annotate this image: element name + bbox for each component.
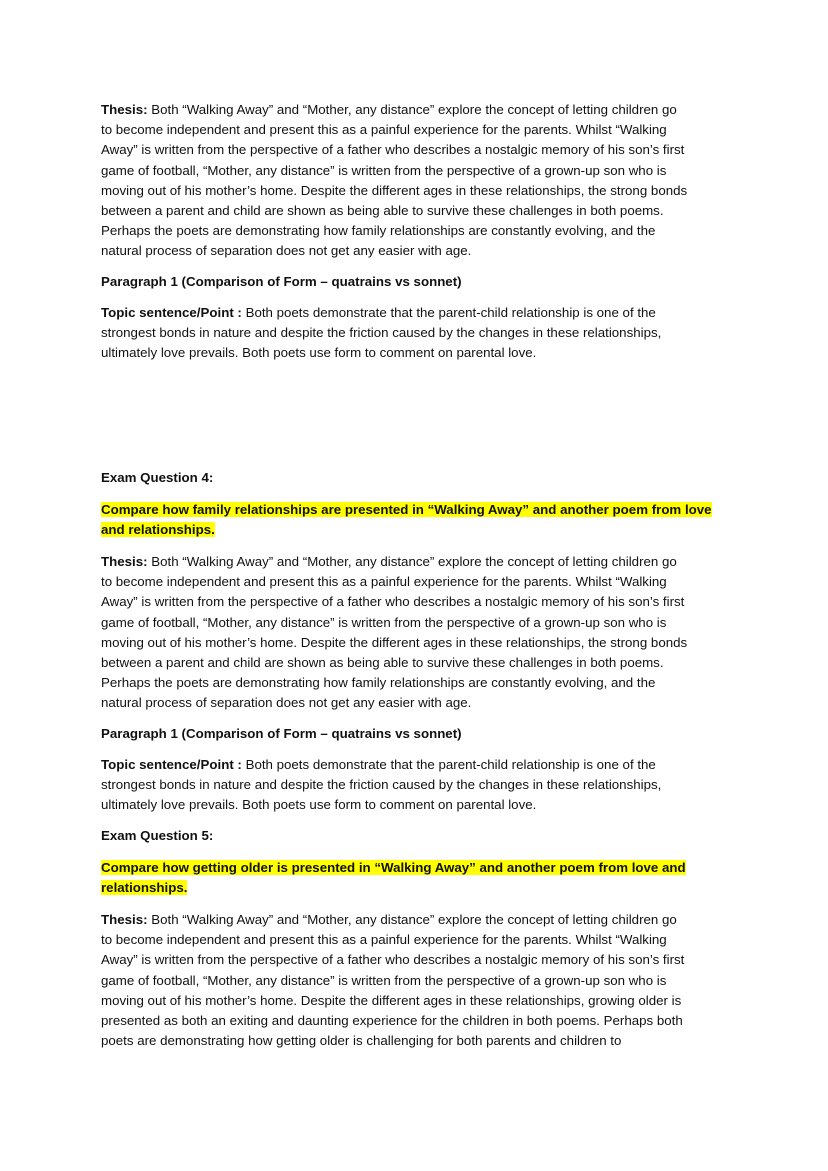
topic-sentence-text: Both poets demonstrate that the parent-child relationship is one of the [241,305,656,320]
thesis-paragraph [101,100,687,262]
thesis-line: presented as both an exiting and daunting experience for the children in both poems. Perhaps both [101,1013,683,1029]
thesis-line: between a parent and child are shown as being able to survive these challenges in both poems. [101,203,664,219]
topic-sentence-line [101,303,661,323]
topic-sentence-label: Topic sentence/Point : [101,305,242,320]
exam-question-heading [101,826,213,846]
highlighted-question-line: relationships. [101,880,188,896]
thesis-line: Away” is written from the perspective of a father who describes a nostalgic memory of his son’s first [101,594,685,610]
topic-sentence-paragraph [101,755,661,816]
thesis-label: Thesis: [101,912,148,927]
paragraph-heading [101,724,462,744]
thesis-text: Both “Walking Away” and “Mother, any distance” explore the concept of letting children go [147,912,677,927]
exam-question-heading-text: Exam Question 4: [101,470,214,485]
thesis-line: Away” is written from the perspective of a father who describes a nostalgic memory of his son’s first [101,952,685,968]
thesis-line: to become independent and present this as a painful experience for the parents. Whilst “Walking [101,932,667,948]
thesis-line: to become independent and present this as a painful experience for the parents. Whilst “Walking [101,574,667,590]
thesis-paragraph [101,910,684,1051]
topic-sentence-line [101,755,661,775]
thesis-line: game of football, “Mother, any distance” is written from the perspective of a grown-up son who is [101,614,667,630]
thesis-line: poets are demonstrating how getting older is challenging for both parents and children to [101,1033,622,1049]
thesis-text: Both “Walking Away” and “Mother, any distance” explore the concept of letting children go [147,554,677,569]
topic-sentence-line: ultimately love prevails. Both poets use form to comment on parental love. [101,797,537,813]
topic-sentence-line: ultimately love prevails. Both poets use form to comment on parental love. [101,345,537,361]
exam-question-prompt [101,500,712,540]
topic-sentence-text: Both poets demonstrate that the parent-child relationship is one of the [241,757,656,772]
thesis-label: Thesis: [101,554,148,569]
thesis-line: natural process of separation does not get any easier with age. [101,695,472,711]
thesis-line: game of football, “Mother, any distance” is written from the perspective of a grown-up son who is [101,972,667,988]
thesis-line: natural process of separation does not get any easier with age. [101,243,472,259]
thesis-line: game of football, “Mother, any distance” is written from the perspective of a grown-up son who is [101,162,667,178]
thesis-line: Perhaps the poets are demonstrating how family relationships are constantly evolving, and the [101,223,656,239]
exam-question-heading-text: Exam Question 5: [101,828,214,843]
thesis-line: to become independent and present this as a painful experience for the parents. Whilst “Walking [101,122,667,138]
thesis-line: moving out of his mother’s home. Despite the different ages in these relationships, the strong bonds [101,182,688,198]
thesis-label: Thesis: [101,102,148,117]
exam-question-heading [101,468,213,488]
topic-sentence-paragraph [101,303,661,364]
paragraph-heading-text: Paragraph 1 (Comparison of Form – quatrains vs sonnet) [101,274,462,289]
thesis-text: Both “Walking Away” and “Mother, any distance” explore the concept of letting children go [147,102,677,117]
topic-sentence-line: strongest bonds in nature and despite the friction caused by the changes in these relationships, [101,777,662,793]
paragraph-heading-text: Paragraph 1 (Comparison of Form – quatrains vs sonnet) [101,726,462,741]
exam-question-prompt [101,858,686,898]
topic-sentence-line: strongest bonds in nature and despite the friction caused by the changes in these relationships, [101,325,662,341]
paragraph-heading [101,272,462,292]
highlighted-question-line: and relationships. [101,522,215,538]
thesis-line: Perhaps the poets are demonstrating how family relationships are constantly evolving, and the [101,675,656,691]
highlighted-question-line: Compare how getting older is presented in “Walking Away” and another poem from love and [101,860,686,875]
thesis-line: moving out of his mother’s home. Despite the different ages in these relationships, the strong bonds [101,634,688,650]
thesis-paragraph [101,552,687,714]
topic-sentence-label: Topic sentence/Point : [101,757,242,772]
thesis-line: moving out of his mother’s home. Despite the different ages in these relationships, growing older is [101,992,682,1008]
thesis-line: Away” is written from the perspective of a father who describes a nostalgic memory of his son’s first [101,142,685,158]
thesis-line [101,552,687,572]
thesis-line: between a parent and child are shown as being able to survive these challenges in both poems. [101,655,664,671]
highlighted-question-line: Compare how family relationships are presented in “Walking Away” and another poem from love [101,502,712,517]
thesis-line [101,100,687,120]
thesis-line [101,910,684,930]
